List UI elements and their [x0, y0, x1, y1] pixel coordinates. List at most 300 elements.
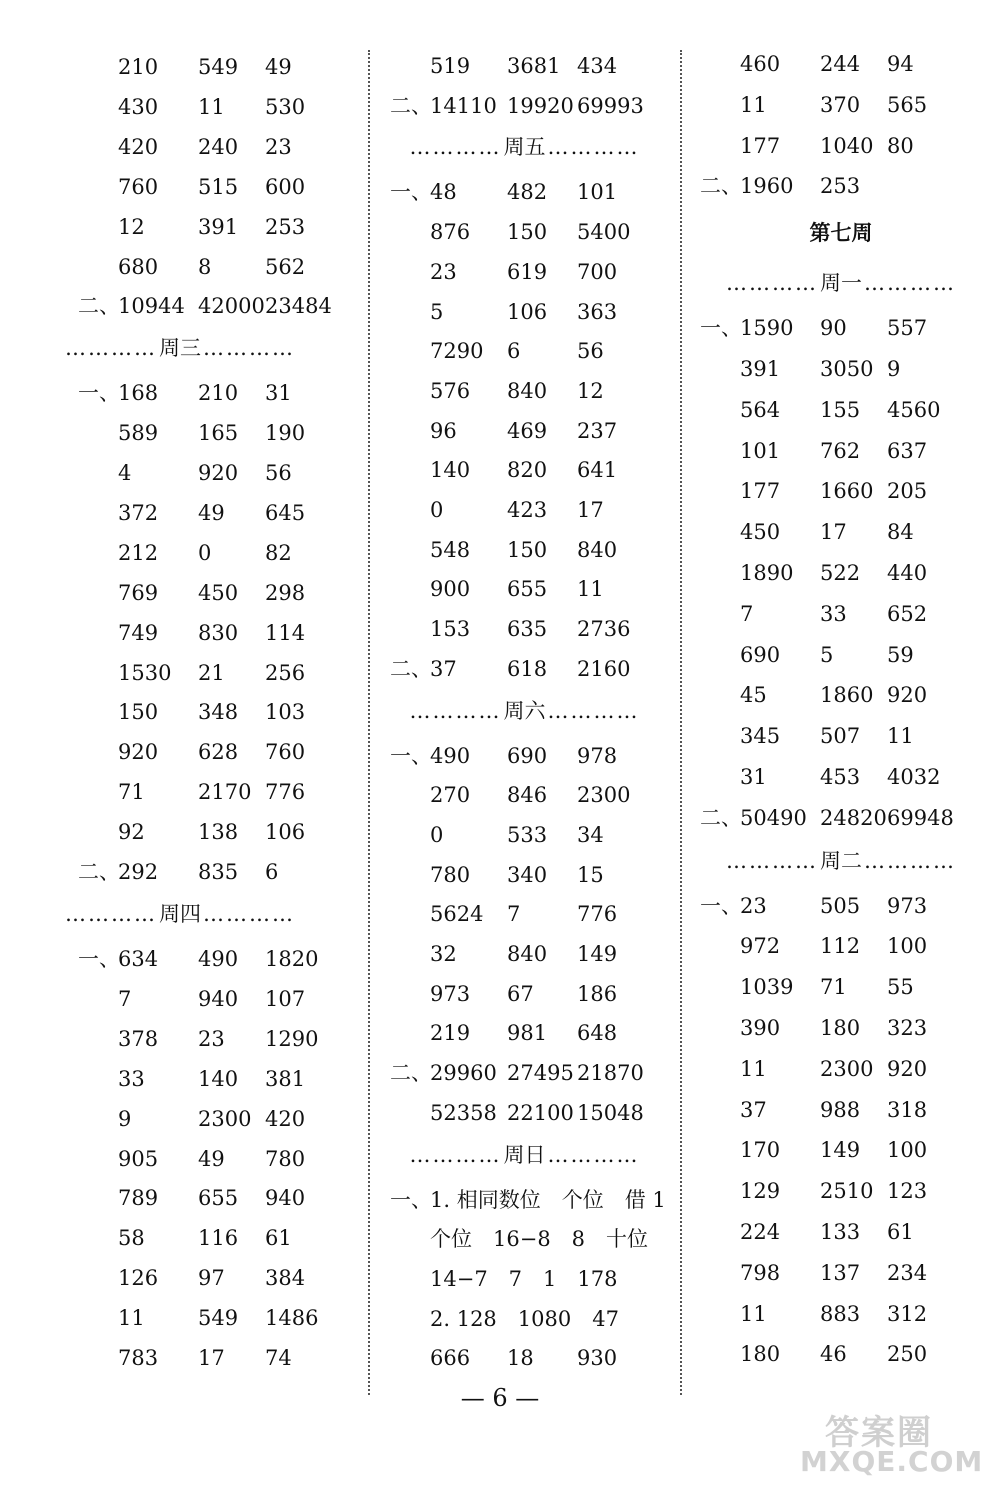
answer-value: 749 [118, 621, 159, 645]
answer-value: 84 [887, 520, 914, 544]
answer-text: 2. 128 1080 47 [430, 1307, 619, 1331]
answer-row [682, 166, 1000, 206]
answer-value: 420 [265, 1107, 306, 1131]
answer-value: 21 [198, 661, 225, 685]
answer-value: 94 [887, 52, 914, 76]
answer-value: 190 [265, 421, 306, 445]
dotted-leader: ………… [409, 135, 502, 159]
answer-value: 6 [265, 860, 279, 884]
answer-value: 69948 [887, 806, 954, 830]
answer-row [682, 1334, 1000, 1374]
answer-value: 589 [118, 421, 159, 445]
answer-value: 186 [577, 982, 618, 1006]
answer-value: 450 [198, 581, 239, 605]
answer-value: 5400 [577, 220, 631, 244]
answer-row [372, 331, 677, 371]
answer-value: 11 [887, 724, 914, 748]
answer-value: 67 [507, 982, 534, 1006]
answer-value: 61 [887, 1220, 914, 1244]
answer-value: 92 [118, 820, 145, 844]
answer-value: 250 [887, 1342, 928, 1366]
day-section-header [372, 1135, 677, 1175]
answer-value: 648 [577, 1021, 618, 1045]
answer-column-3 [682, 0, 1000, 1485]
answer-value: 49 [265, 55, 292, 79]
answer-value: 515 [198, 175, 239, 199]
answer-value: 180 [820, 1016, 861, 1040]
answer-value: 23 [265, 135, 292, 159]
answer-row [372, 855, 677, 895]
answer-value: 298 [265, 581, 306, 605]
answer-row [682, 553, 1000, 593]
answer-value: 29960 [430, 1061, 497, 1085]
answer-value: 133 [820, 1220, 861, 1244]
question-number: 二、 [78, 294, 120, 318]
answer-value: 378 [118, 1027, 159, 1051]
answer-value: 112 [820, 934, 861, 958]
column-divider [680, 50, 682, 1395]
answer-value: 21870 [577, 1061, 644, 1085]
answer-text-line [372, 1219, 677, 1259]
answer-row [372, 212, 677, 252]
answer-value: 1660 [820, 479, 874, 503]
answer-value: 140 [198, 1067, 239, 1091]
answer-row [682, 1130, 1000, 1170]
answer-value: 391 [198, 215, 239, 239]
answer-value: 100 [887, 934, 928, 958]
answer-value: 9 [118, 1107, 132, 1131]
answer-value: 8 [198, 255, 212, 279]
answer-value: 11 [740, 1057, 767, 1081]
answer-row [372, 252, 677, 292]
question-number: 二、 [390, 1061, 432, 1085]
answer-value: 7 [118, 987, 132, 1011]
dotted-leader: ………… [547, 135, 640, 159]
day-label: 周六 [503, 699, 546, 723]
answer-value: 150 [118, 700, 159, 724]
answer-value: 253 [265, 215, 306, 239]
answer-value: 253 [820, 174, 861, 198]
answer-value: 97 [198, 1266, 225, 1290]
answer-value: 6 [507, 339, 521, 363]
answer-value: 391 [740, 357, 781, 381]
answer-value: 74 [265, 1346, 292, 1370]
answer-value: 760 [265, 740, 306, 764]
answer-row [372, 1338, 677, 1378]
answer-value: 519 [430, 54, 471, 78]
answer-value: 628 [198, 740, 239, 764]
answer-value: 256 [265, 661, 306, 685]
answer-row [372, 172, 677, 212]
answer-value: 129 [740, 1179, 781, 1203]
answer-value: 61 [265, 1226, 292, 1250]
week-heading: 第七周 [809, 221, 873, 245]
answer-value: 522 [820, 561, 861, 585]
answer-value: 150 [507, 220, 548, 244]
dotted-leader: ………… [547, 699, 640, 723]
answer-value: 690 [507, 744, 548, 768]
answer-value: 100 [887, 1138, 928, 1162]
answer-row [682, 85, 1000, 125]
dotted-leader: ………… [203, 336, 295, 360]
day-label: 周四 [159, 902, 201, 926]
answer-value: 11 [118, 1306, 145, 1330]
day-section-header [0, 328, 360, 368]
question-number: 二、 [390, 657, 432, 681]
answer-value: 618 [507, 657, 548, 681]
dotted-leader: ………… [409, 699, 502, 723]
answer-value: 1486 [265, 1306, 319, 1330]
answer-value: 576 [430, 379, 471, 403]
answer-value: 168 [118, 381, 159, 405]
answer-value: 762 [820, 439, 861, 463]
answer-value: 58 [118, 1226, 145, 1250]
answer-value: 3050 [820, 357, 874, 381]
answer-row [0, 1019, 360, 1059]
answer-row [0, 653, 360, 693]
answer-value: 219 [430, 1021, 471, 1045]
question-number: 二、 [700, 174, 742, 198]
answer-column-1 [0, 0, 360, 1485]
question-number: 一、 [390, 744, 432, 768]
answer-value: 557 [887, 316, 928, 340]
answer-value: 565 [887, 93, 928, 117]
answer-value: 34 [577, 823, 604, 847]
answer-value: 312 [887, 1302, 928, 1326]
answer-value: 96 [430, 419, 457, 443]
answer-value: 31 [740, 765, 767, 789]
answer-value: 10944 [118, 294, 185, 318]
answer-value: 900 [430, 577, 471, 601]
answer-row [0, 127, 360, 167]
answer-value: 5 [820, 643, 834, 667]
answer-value: 600 [265, 175, 306, 199]
answer-value: 780 [265, 1147, 306, 1171]
answer-value: 2170 [198, 780, 252, 804]
answer-value: 345 [740, 724, 781, 748]
question-number: 二、 [390, 94, 432, 118]
dotted-leader: ………… [726, 849, 818, 873]
answer-value: 482 [507, 180, 548, 204]
answer-value: 1860 [820, 683, 874, 707]
answer-value: 11 [577, 577, 604, 601]
answer-value: 835 [198, 860, 239, 884]
answer-value: 1040 [820, 134, 874, 158]
answer-value: 107 [265, 987, 306, 1011]
watermark-site: MXQE.COM [800, 1445, 984, 1478]
answer-row [372, 371, 677, 411]
answer-row [0, 1218, 360, 1258]
answer-value: 12 [118, 215, 145, 239]
answer-value: 237 [577, 419, 618, 443]
answer-row [0, 493, 360, 533]
answer-row [682, 1049, 1000, 1089]
answer-value: 2300 [820, 1057, 874, 1081]
answer-value: 106 [265, 820, 306, 844]
question-number: 一、 [390, 1188, 432, 1212]
answer-value: 23484 [265, 294, 332, 318]
day-section-header [682, 263, 1000, 303]
answer-value: 292 [118, 860, 159, 884]
answer-value: 116 [198, 1226, 239, 1250]
answer-row [682, 1090, 1000, 1130]
dotted-leader: ………… [409, 1143, 502, 1167]
answer-row [0, 732, 360, 772]
answer-value: 562 [265, 255, 306, 279]
answer-value: 789 [118, 1186, 159, 1210]
answer-value: 798 [740, 1261, 781, 1285]
answer-row [682, 1171, 1000, 1211]
answer-text: 1. 相同数位 个位 借 1 [430, 1188, 666, 1212]
answer-value: 90 [820, 316, 847, 340]
answer-value: 59 [887, 643, 914, 667]
answer-row [372, 609, 677, 649]
answer-text: 个位 16−8 8 十位 [430, 1227, 649, 1251]
answer-row [0, 47, 360, 87]
answer-value: 690 [740, 643, 781, 667]
answer-row [372, 815, 677, 855]
day-label: 周一 [820, 271, 862, 295]
answer-value: 1530 [118, 661, 172, 685]
question-number: 一、 [700, 894, 742, 918]
answer-row [372, 569, 677, 609]
answer-value: 920 [198, 461, 239, 485]
answer-value: 440 [887, 561, 928, 585]
question-number: 一、 [78, 947, 120, 971]
answer-value: 23 [430, 260, 457, 284]
answer-value: 2300 [577, 783, 631, 807]
answer-value: 170 [740, 1138, 781, 1162]
answer-text-line [372, 1299, 677, 1339]
answer-row [372, 86, 677, 126]
answer-value: 4560 [887, 398, 941, 422]
answer-value: 224 [740, 1220, 781, 1244]
answer-row [682, 471, 1000, 511]
answer-row [372, 934, 677, 974]
answer-row [372, 490, 677, 530]
answer-value: 776 [577, 902, 618, 926]
dotted-leader: ………… [203, 902, 295, 926]
answer-value: 840 [507, 379, 548, 403]
answer-row [372, 1053, 677, 1093]
answer-value: 776 [265, 780, 306, 804]
answer-value: 140 [430, 458, 471, 482]
question-number: 二、 [78, 860, 120, 884]
answer-row [0, 573, 360, 613]
answer-row [682, 757, 1000, 797]
answer-value: 103 [265, 700, 306, 724]
answer-value: 177 [740, 479, 781, 503]
answer-value: 50490 [740, 806, 807, 830]
answer-value: 390 [740, 1016, 781, 1040]
answer-value: 652 [887, 602, 928, 626]
answer-value: 645 [265, 501, 306, 525]
answer-row [0, 1258, 360, 1298]
answer-value: 15048 [577, 1101, 644, 1125]
question-number: 一、 [390, 180, 432, 204]
answer-value: 56 [577, 339, 604, 363]
answer-row [682, 349, 1000, 389]
answer-row [682, 716, 1000, 756]
answer-value: 381 [265, 1067, 306, 1091]
answer-row [0, 453, 360, 493]
answer-value: 905 [118, 1147, 159, 1171]
answer-text-line [372, 1180, 677, 1220]
answer-row [682, 594, 1000, 634]
answer-row [0, 1338, 360, 1378]
answer-value: 2736 [577, 617, 631, 641]
watermark [800, 1405, 995, 1480]
answer-value: 840 [577, 538, 618, 562]
day-label: 周三 [159, 336, 201, 360]
answer-text-line [372, 1259, 677, 1299]
answer-value: 11 [740, 93, 767, 117]
answer-value: 210 [118, 55, 159, 79]
column-divider [368, 50, 370, 1395]
answer-value: 323 [887, 1016, 928, 1040]
answer-row [682, 1212, 1000, 1252]
page-number: — 6 — [460, 1384, 540, 1412]
answer-row [0, 772, 360, 812]
answer-row [682, 675, 1000, 715]
answer-value: 4 [118, 461, 132, 485]
answer-value: 820 [507, 458, 548, 482]
answer-value: 33 [118, 1067, 145, 1091]
answer-value: 680 [118, 255, 159, 279]
day-label: 周二 [820, 849, 862, 873]
answer-value: 7 [740, 602, 754, 626]
answer-value: 384 [265, 1266, 306, 1290]
answer-row [0, 87, 360, 127]
answer-value: 0 [430, 498, 444, 522]
day-section-header [682, 841, 1000, 881]
answer-value: 3681 [507, 54, 561, 78]
answer-value: 106 [507, 300, 548, 324]
answer-value: 840 [507, 942, 548, 966]
day-label: 周日 [503, 1143, 546, 1167]
answer-value: 33 [820, 602, 847, 626]
answer-value: 420 [118, 135, 159, 159]
answer-value: 641 [577, 458, 618, 482]
answer-row [0, 167, 360, 207]
answer-value: 988 [820, 1098, 861, 1122]
answer-value: 9 [887, 357, 901, 381]
answer-row [372, 292, 677, 332]
answer-value: 883 [820, 1302, 861, 1326]
answer-row [372, 450, 677, 490]
answer-value: 212 [118, 541, 159, 565]
answer-value: 0 [198, 541, 212, 565]
answer-value: 920 [887, 683, 928, 707]
answer-row [682, 308, 1000, 348]
answer-row [682, 886, 1000, 926]
answer-row [372, 1013, 677, 1053]
answer-value: 49 [198, 501, 225, 525]
answer-value: 655 [198, 1186, 239, 1210]
dotted-leader: ………… [547, 1143, 640, 1167]
answer-value: 460 [740, 52, 781, 76]
answer-value: 1960 [740, 174, 794, 198]
answer-value: 2510 [820, 1179, 874, 1203]
answer-value: 101 [577, 180, 618, 204]
answer-row [0, 1059, 360, 1099]
answer-value: 180 [740, 1342, 781, 1366]
answer-value: 940 [198, 987, 239, 1011]
answer-value: 210 [198, 381, 239, 405]
dotted-leader: ………… [726, 271, 818, 295]
answer-value: 37 [430, 657, 457, 681]
answer-value: 23 [198, 1027, 225, 1051]
answer-value: 155 [820, 398, 861, 422]
answer-value: 18 [507, 1346, 534, 1370]
answer-value: 14110 [430, 94, 497, 118]
answer-row [682, 44, 1000, 84]
question-number: 一、 [78, 381, 120, 405]
answer-row [682, 967, 1000, 1007]
answer-row [0, 852, 360, 892]
answer-row [372, 530, 677, 570]
answer-value: 11 [740, 1302, 767, 1326]
answer-value: 619 [507, 260, 548, 284]
answer-value: 82 [265, 541, 292, 565]
answer-value: 37 [740, 1098, 767, 1122]
answer-row [372, 411, 677, 451]
answer-value: 177 [740, 134, 781, 158]
answer-row [0, 413, 360, 453]
answer-value: 780 [430, 863, 471, 887]
answer-value: 372 [118, 501, 159, 525]
answer-row [682, 1008, 1000, 1048]
day-label: 周五 [503, 135, 546, 159]
answer-value: 940 [265, 1186, 306, 1210]
dotted-leader: ………… [65, 902, 157, 926]
answer-value: 655 [507, 577, 548, 601]
answer-value: 45 [740, 683, 767, 707]
answer-value: 32 [430, 942, 457, 966]
answer-value: 876 [430, 220, 471, 244]
answer-value: 760 [118, 175, 159, 199]
answer-value: 434 [577, 54, 618, 78]
answer-value: 830 [198, 621, 239, 645]
answer-value: 46 [820, 1342, 847, 1366]
answer-value: 4032 [887, 765, 941, 789]
answer-row [682, 635, 1000, 675]
answer-value: 549 [198, 55, 239, 79]
answer-value: 769 [118, 581, 159, 605]
answer-value: 240 [198, 135, 239, 159]
answer-value: 2300 [198, 1107, 252, 1131]
answer-value: 0 [430, 823, 444, 847]
answer-value: 363 [577, 300, 618, 324]
answer-row [372, 775, 677, 815]
answer-row [682, 798, 1000, 838]
answer-value: 55 [887, 975, 914, 999]
answer-value: 981 [507, 1021, 548, 1045]
answer-value: 507 [820, 724, 861, 748]
answer-row [0, 812, 360, 852]
day-section-header [372, 127, 677, 167]
answer-value: 1290 [265, 1027, 319, 1051]
answer-value: 69993 [577, 94, 644, 118]
answer-row [0, 1099, 360, 1139]
answer-value: 5624 [430, 902, 484, 926]
answer-row [682, 390, 1000, 430]
answer-row [682, 926, 1000, 966]
answer-value: 165 [198, 421, 239, 445]
answer-value: 490 [198, 947, 239, 971]
answer-value: 1890 [740, 561, 794, 585]
answer-value: 123 [887, 1179, 928, 1203]
